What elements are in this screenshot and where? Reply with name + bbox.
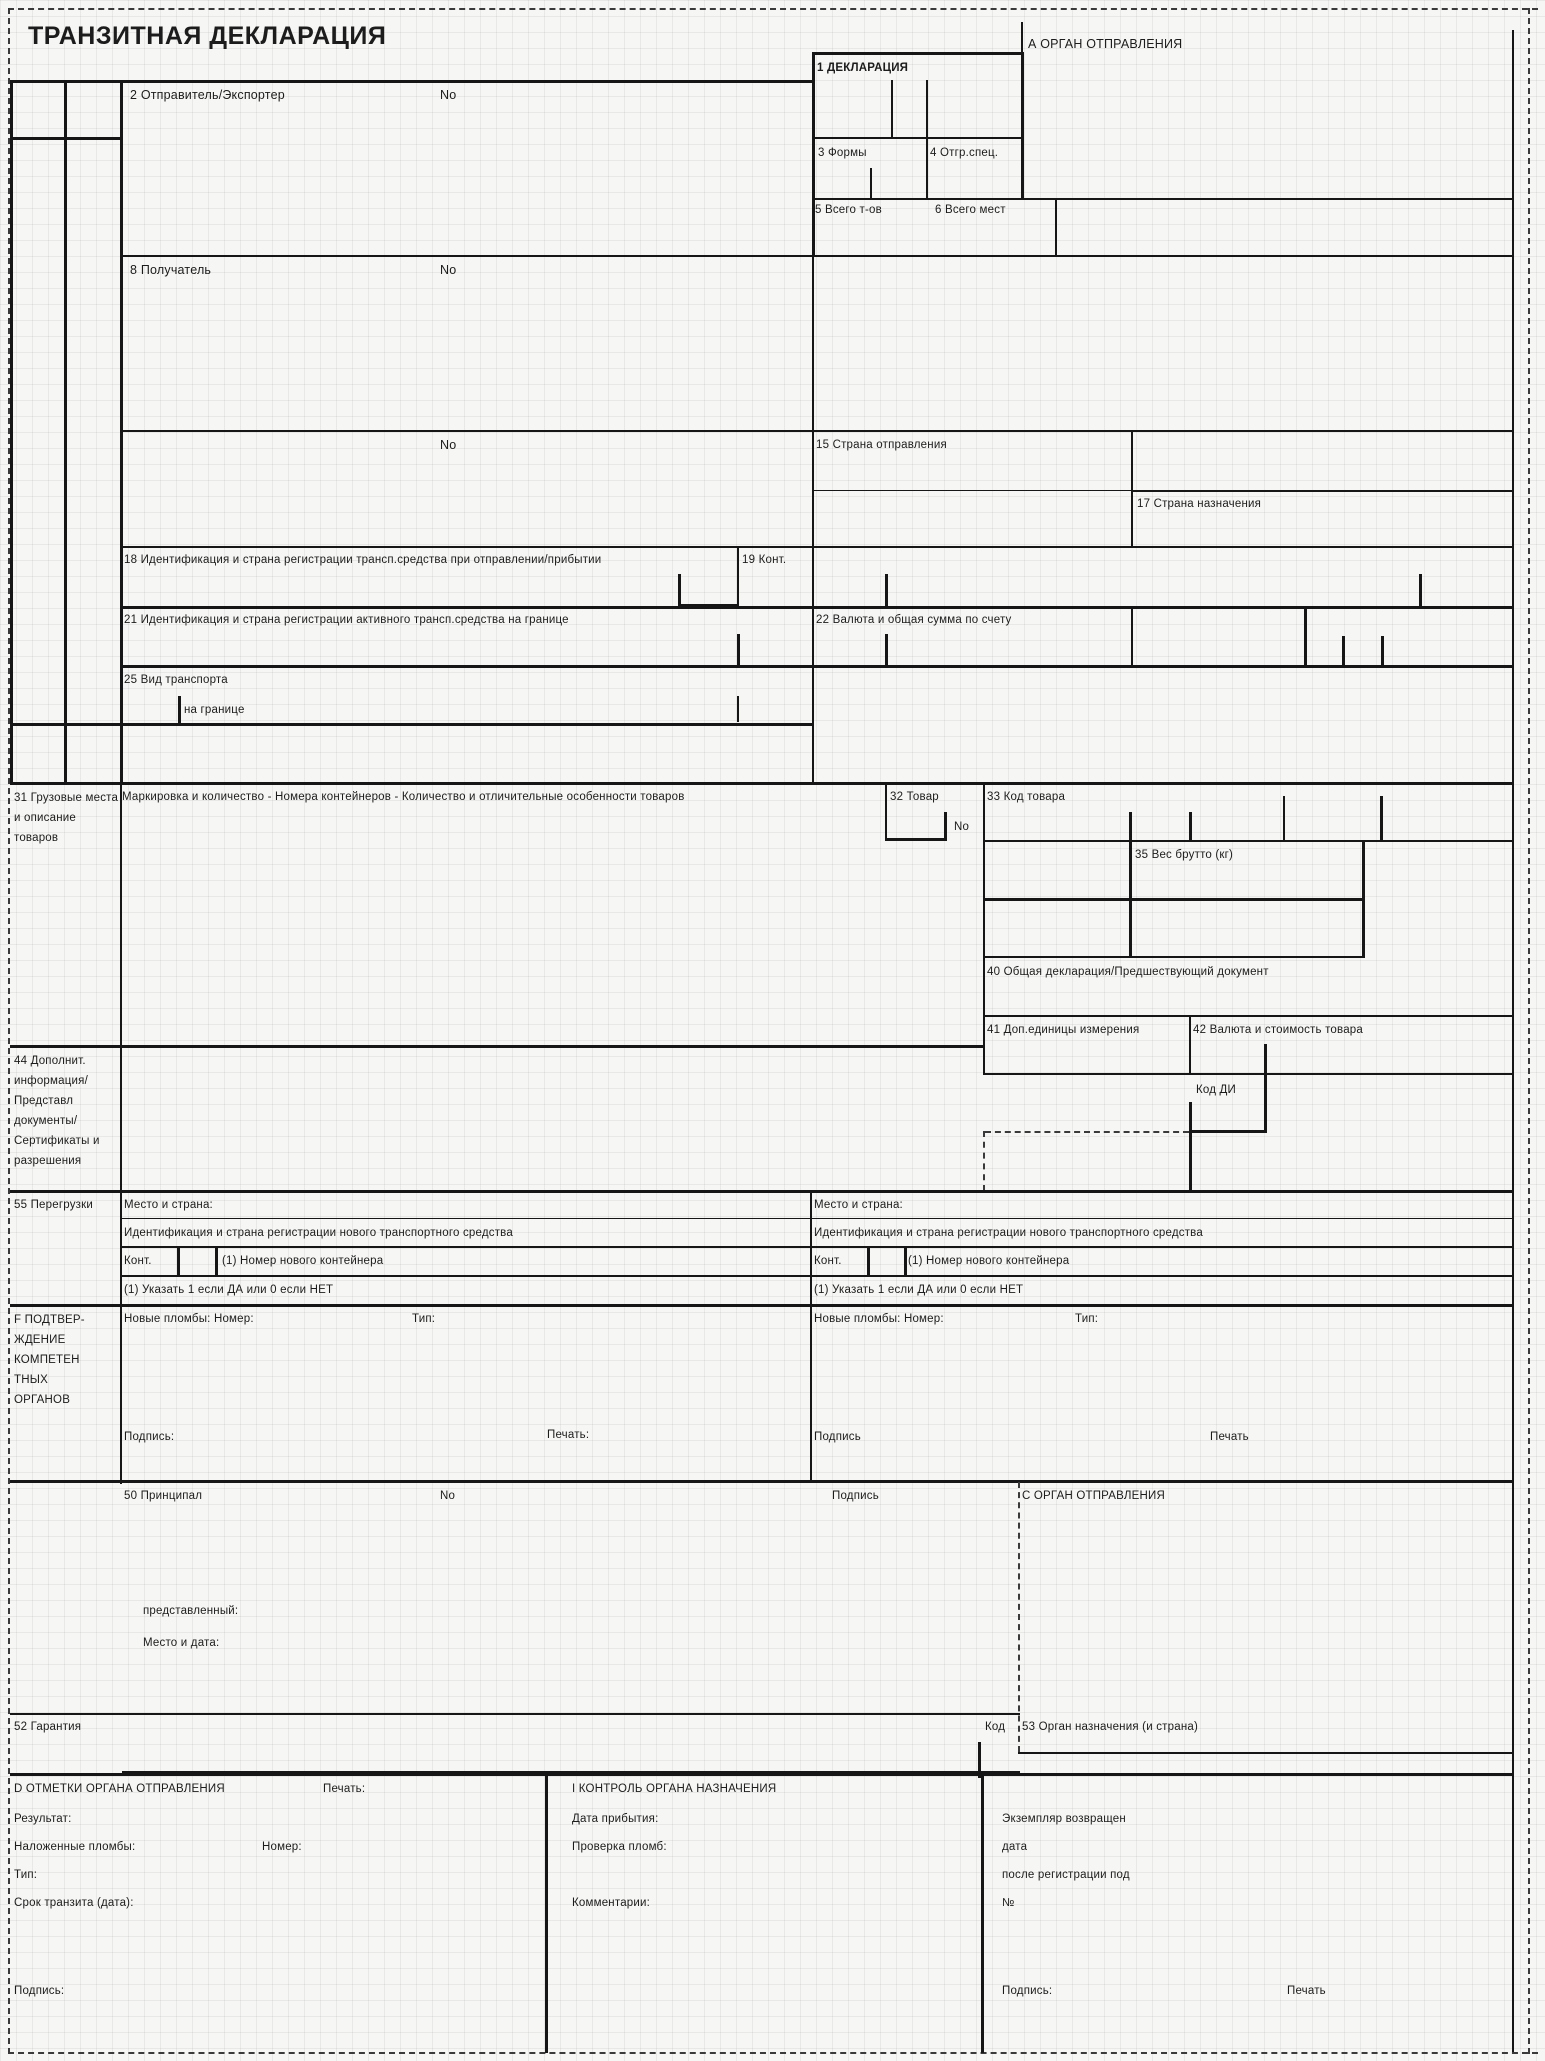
box-f-top <box>10 1304 1512 1307</box>
box-40-previous-document[interactable]: 40 Общая декларация/Предшествующий документ <box>987 966 1269 978</box>
box-33-tick-d <box>1380 796 1383 840</box>
box-15-17-divider <box>1131 430 1133 547</box>
registration-number[interactable]: № <box>1002 1897 1015 1909</box>
seal-type-left[interactable]: Тип: <box>412 1313 436 1325</box>
box-32-base <box>885 838 947 841</box>
top-border <box>8 8 1538 10</box>
kod-di-label: Код ДИ <box>1196 1084 1237 1096</box>
new-seals-left[interactable]: Новые пломбы: Номер: <box>124 1313 254 1325</box>
box-17-country-destination[interactable]: 17 Страна назначения <box>1137 498 1262 510</box>
box-extra-no: No <box>440 438 457 452</box>
goods-left <box>120 782 122 1484</box>
new-container-right[interactable]: (1) Номер нового контейнера <box>908 1255 1070 1267</box>
box-c-left <box>1018 1482 1020 1752</box>
box-25-right <box>737 696 739 722</box>
copy-date[interactable]: дата <box>1002 1841 1028 1853</box>
copy-stamp[interactable]: Печать <box>1287 1985 1326 1997</box>
box-d-right <box>545 1773 548 2053</box>
right-border <box>1528 8 1530 2054</box>
box-50-no: No <box>440 1490 456 1502</box>
box-1-right <box>1021 52 1024 200</box>
box-22-currency-total[interactable]: 22 Валюта и общая сумма по счету <box>816 614 1012 626</box>
box-8-bottom <box>122 430 1512 432</box>
box-42-left <box>1189 1015 1191 1075</box>
box-i-right <box>981 1773 984 2053</box>
kod-di-dotted-top <box>985 1131 1189 1133</box>
box-22-tick-a <box>885 574 888 608</box>
box-33-tick-a <box>1129 812 1132 840</box>
copy-returned[interactable]: Экземпляр возвращен <box>1002 1813 1126 1825</box>
form-title: ТРАНЗИТНАЯ ДЕКЛАРАЦИЯ <box>28 22 387 50</box>
box-i-comments[interactable]: Комментарии: <box>572 1897 651 1909</box>
box-d-number[interactable]: Номер: <box>262 1841 302 1853</box>
box-a-left <box>1021 22 1023 52</box>
kont-left-a <box>177 1246 180 1276</box>
box-f-authorities: F ПОДТВЕР- ЖДЕНИЕ КОМПЕТЕН ТНЫХ ОРГАНОВ <box>14 1314 85 1406</box>
box-19-container: 19 Конт. <box>742 554 787 566</box>
box-22-tick-d <box>1342 636 1345 666</box>
box-3-forms: 3 Формы <box>818 147 867 159</box>
stamp-right[interactable]: Печать <box>1210 1431 1249 1443</box>
box-55-h3 <box>122 1275 1512 1277</box>
box-22-div-a <box>1131 606 1133 666</box>
left-col-h2 <box>10 723 814 726</box>
box-53-top <box>1018 1752 1512 1754</box>
kod-di-dotted-left <box>983 1131 985 1191</box>
box-i-arrival-date[interactable]: Дата прибытия: <box>572 1813 659 1825</box>
right-inner-border <box>1512 30 1514 2052</box>
box-33-left <box>983 782 985 1074</box>
box-50-top <box>10 1480 1512 1483</box>
kont-label-left: Конт. <box>124 1255 152 1267</box>
box-35-mid <box>985 898 1365 901</box>
box-18-top <box>122 546 1512 548</box>
kont-left-b <box>867 1246 870 1276</box>
box-19-left <box>737 546 739 608</box>
box-1-sub-b <box>926 80 928 200</box>
signature-left[interactable]: Подпись: <box>124 1431 175 1443</box>
new-container-left[interactable]: (1) Номер нового контейнера <box>222 1255 384 1267</box>
box-50-signature[interactable]: Подпись <box>832 1490 879 1502</box>
copy-signature[interactable]: Подпись: <box>1002 1985 1053 1997</box>
new-vehicle-id-right[interactable]: Идентификация и страна регистрации нового транспортного средства <box>814 1227 1203 1239</box>
stamp-left[interactable]: Печать: <box>547 1429 590 1441</box>
box-d-transit-deadline[interactable]: Срок транзита (дата): <box>14 1897 134 1909</box>
box-44-additional-info: 44 Дополнит. информация/ Представл документы/ Сертификаты и разрешения <box>14 1055 100 1167</box>
box-32-item: 32 Товар <box>890 791 939 803</box>
after-registration[interactable]: после регистрации под <box>1002 1869 1130 1881</box>
kont-right-a <box>215 1246 218 1276</box>
box-4-spec: 4 Отгр.спец. <box>930 147 999 159</box>
box-33-tick-c <box>1283 796 1285 840</box>
signature-right[interactable]: Подпись <box>814 1431 861 1443</box>
box-32-tick <box>944 812 947 840</box>
box-8-consignee[interactable]: 8 Получатель <box>130 263 212 277</box>
box-41-top <box>985 1015 1512 1017</box>
box-32-left <box>885 782 887 840</box>
box-35-gross-mass[interactable]: 35 Вес брутто (кг) <box>1135 849 1234 861</box>
box-50-principal[interactable]: 50 Принципал <box>124 1490 203 1502</box>
box-1-sub-a <box>891 80 893 138</box>
box-55-h2 <box>122 1246 1512 1248</box>
box-i-seal-check[interactable]: Проверка пломб: <box>572 1841 667 1853</box>
box-5-top <box>812 198 1512 200</box>
box-d-type[interactable]: Тип: <box>14 1869 38 1881</box>
box-d-applied-seals[interactable]: Наложенные пломбы: <box>14 1841 136 1853</box>
box-40-top <box>985 956 1365 958</box>
left-col-top <box>10 80 814 83</box>
box-22-tick-e <box>1381 636 1384 666</box>
box-5-total-goods: 5 Всего т-ов <box>815 204 882 216</box>
left-col-h1 <box>10 137 122 140</box>
new-vehicle-id-left[interactable]: Идентификация и страна регистрации нового транспортного средства <box>124 1227 513 1239</box>
box-6-right <box>1055 198 1057 255</box>
box-55-h1 <box>122 1218 1512 1219</box>
box-52-code: Код <box>985 1721 1006 1733</box>
new-seals-right[interactable]: Новые пломбы: Номер: <box>814 1313 944 1325</box>
kont-label-right: Конт. <box>814 1255 842 1267</box>
box-18-vehicle-id[interactable]: 18 Идентификация и страна регистрации трансп.средства при отправлении/прибытии <box>124 554 602 566</box>
box-41-bottom <box>983 1073 1512 1075</box>
box-d-top <box>10 1773 1512 1776</box>
box-42-currency-value[interactable]: 42 Валюта и стоимость товара <box>1193 1024 1363 1036</box>
box-32-no: No <box>954 821 970 833</box>
place-country-left[interactable]: Место и страна: <box>124 1199 213 1211</box>
place-and-date[interactable]: Место и дата: <box>143 1637 220 1649</box>
box-25-top <box>122 665 1512 668</box>
box-31-description[interactable]: Маркировка и количество - Номера контейнеров - Количество и отличительные особенности товаров <box>122 791 685 803</box>
box-d-stamp[interactable]: Печать: <box>323 1783 366 1795</box>
box-i-destination-control: I КОНТРОЛЬ ОРГАНА НАЗНАЧЕНИЯ <box>572 1783 777 1795</box>
box-25-tick <box>178 696 181 723</box>
box-33-tick-b <box>1189 812 1192 840</box>
box-22-tick-c <box>885 634 888 666</box>
box-53-office-destination[interactable]: 53 Орган назначения (и страна) <box>1022 1721 1199 1733</box>
place-country-right[interactable]: Место и страна: <box>814 1199 903 1211</box>
kont-right-b <box>904 1246 907 1276</box>
box-1-bottom <box>812 137 1023 139</box>
box-22-tick-b <box>1419 574 1422 608</box>
left-col-v1 <box>10 80 13 783</box>
box-33-commodity-code[interactable]: 33 Код товара <box>987 791 1066 803</box>
box-c-office-departure: С ОРГАН ОТПРАВЛЕНИЯ <box>1022 1490 1165 1502</box>
kod-di-left <box>1189 1102 1192 1192</box>
box-52-top <box>10 1713 1020 1715</box>
box-41-supplementary-units[interactable]: 41 Доп.единицы измерения <box>987 1024 1140 1036</box>
kod-di-base <box>1189 1130 1267 1133</box>
box-55-top <box>10 1190 1512 1193</box>
box-52-guarantee[interactable]: 52 Гарантия <box>14 1721 82 1733</box>
box-1-label: 1 ДЕКЛАРАЦИЯ <box>817 62 909 74</box>
yes-no-hint-right: (1) Указать 1 если ДА или 0 если НЕТ <box>814 1284 1024 1296</box>
box-3-sub <box>870 168 872 198</box>
box-31-packages-label: 31 Грузовые места и описание товаров <box>14 792 119 844</box>
box-1-top <box>812 52 1023 55</box>
box-a-label: А ОРГАН ОТПРАВЛЕНИЯ <box>1028 37 1183 51</box>
box-21-active-vehicle[interactable]: 21 Идентификация и страна регистрации активного трансп.средства на границе <box>124 614 569 626</box>
represented-by[interactable]: представленный: <box>143 1605 239 1617</box>
seal-type-right[interactable]: Тип: <box>1075 1313 1099 1325</box>
box-25-at-border: на границе <box>184 704 245 716</box>
box-d-signature[interactable]: Подпись: <box>14 1985 65 1997</box>
box-d-departure-marks: D ОТМЕТКИ ОРГАНА ОТПРАВЛЕНИЯ <box>14 1783 225 1795</box>
box-2-bottom <box>122 255 1512 257</box>
box-6-total-places: 6 Всего мест <box>935 204 1006 216</box>
box-17-top <box>1131 490 1512 492</box>
bottom-border <box>8 2052 1538 2054</box>
box-21-tick <box>737 634 740 666</box>
box-18-tick <box>678 574 681 608</box>
box-44-top <box>10 1045 985 1048</box>
box-d-result[interactable]: Результат: <box>14 1813 72 1825</box>
box-8-no: No <box>440 263 457 277</box>
left-col-v2 <box>64 80 67 783</box>
yes-no-hint-left: (1) Указать 1 если ДА или 0 если НЕТ <box>124 1284 334 1296</box>
box-2-exporter[interactable]: 2 Отправитель/Экспортер <box>130 88 285 102</box>
box-25-transport-mode[interactable]: 25 Вид транспорта <box>124 674 228 686</box>
box-15-country-dispatch[interactable]: 15 Страна отправления <box>816 439 947 451</box>
mid-divider <box>812 255 814 783</box>
box-33-bottom <box>985 840 1512 842</box>
box-42-tick <box>1264 1044 1267 1132</box>
box-22-div-b <box>1304 606 1307 666</box>
box-2-no: No <box>440 88 457 102</box>
box-55-mid-v <box>810 1190 812 1482</box>
box-31-top <box>10 782 1512 785</box>
box-55-transshipment: 55 Перегрузки <box>14 1199 93 1211</box>
